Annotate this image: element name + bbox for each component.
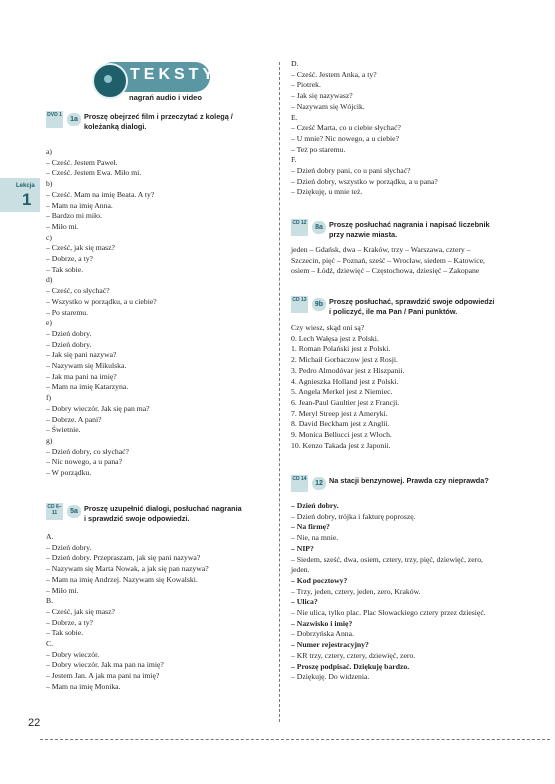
text-line: – Nazywam się Wójcik.: [291, 101, 365, 111]
text-line: osiem – Łódź, dziewięć – Częstochowa, dziesięć – Zakopane: [291, 266, 480, 276]
text-line: – Po staremu.: [46, 307, 89, 317]
instruction-line: i policzyć, ile ma Pan / Pani punktów.: [329, 307, 458, 316]
instruction-line: Na stacji benzynowej. Prawda czy nieprawda?: [329, 476, 489, 485]
text-line: – Dzień dobry, co słychać?: [46, 446, 129, 456]
exercise-number: 8a: [312, 221, 326, 234]
text-line: – Jak ma pani na imię?: [46, 371, 117, 381]
text-line: – Cześć. Jestem Paweł.: [46, 157, 118, 167]
cd-icon: CD 6–11: [46, 503, 63, 520]
exercise-1a-dialogues: [46, 147, 157, 479]
text-line: – Dobrze. A pani?: [46, 414, 102, 424]
exercise-instruction: [329, 476, 519, 486]
sidebar: [0, 0, 40, 784]
page-number: 22: [28, 717, 41, 729]
text-line: A.: [46, 532, 54, 541]
text-line: – U mnie? Nic nowego, a u ciebie?: [291, 133, 400, 143]
exercise-5a-header: [46, 503, 276, 527]
text-line: – Nic nowego, a u pana?: [46, 457, 122, 467]
text-line: E.: [291, 112, 298, 122]
text-line: B.: [46, 596, 54, 606]
text-line: – Trzy, jeden, cztery, jeden, zero, Kraków.: [291, 586, 421, 596]
text-line: – Proszę podpisać. Dziękuję bardzo.: [291, 661, 410, 671]
lesson-tab-number: 1: [22, 190, 32, 209]
text-line: – W porządku.: [46, 468, 92, 478]
text-line: – NIP?: [291, 543, 314, 553]
exercise-number: 1a: [67, 113, 81, 126]
text-line: – Cześć, jak się masz?: [46, 606, 115, 616]
text-line: Czy wiesz, skąd oni są?: [291, 323, 365, 332]
exercise-12-header: [291, 475, 531, 495]
exercise-8a-text: [291, 245, 485, 277]
text-line: 9. Monica Bellucci jest z Włoch.: [291, 430, 392, 440]
column-divider: [279, 62, 280, 722]
page-title: TEKSTY: [130, 66, 218, 83]
bottom-rule: [40, 739, 550, 740]
text-line: – Dzień dobry.: [291, 501, 339, 510]
exercise-instruction: [84, 112, 274, 132]
text-line: – Nie ulica, tylko plac. Plac Słowackiego cztery przez dziesięć.: [291, 608, 486, 618]
text-line: f): [46, 393, 52, 403]
text-line: – Dzień dobry pani, co u pani słychać?: [291, 166, 411, 176]
text-line: F.: [291, 155, 297, 165]
exercise-1a-header: [46, 111, 276, 135]
text-line: – Mam na imię Katarzyna.: [46, 382, 129, 392]
text-line: jeden – Gdańsk, dwa – Kraków, trzy – Warszawa, cztery –: [291, 245, 471, 254]
text-line: – Dziękuję, u mnie też.: [291, 187, 363, 197]
text-line: 6. Jean-Paul Gaultier jest z Francji.: [291, 397, 400, 407]
exercise-5a-dialogues-continued: [291, 59, 438, 198]
text-line: – Dobrzyńska Anna.: [291, 629, 354, 639]
text-line: – Też po staremu.: [291, 144, 346, 154]
text-line: – Dzień dobry. Przepraszam, jak się pani nazywa?: [46, 553, 201, 563]
cd-icon: CD 13: [291, 296, 308, 313]
text-line: – Piotrek.: [291, 80, 321, 90]
exercise-9b-list: [291, 323, 404, 451]
text-line: – Jak się nazywasz?: [291, 91, 353, 101]
text-line: – Dzień dobry.: [46, 328, 92, 338]
text-line: g): [46, 435, 53, 445]
text-line: – Nie, na mnie.: [291, 533, 339, 543]
text-line: – Kod pocztowy?: [291, 575, 348, 585]
instruction-line: Proszę posłuchać, sprawdzić swoje odpowiedzi: [329, 297, 495, 306]
lesson-tab-label: Lekcja: [16, 183, 35, 189]
text-line: – Miło mi.: [46, 585, 79, 595]
text-line: – Numer rejestracyjny?: [291, 640, 369, 650]
text-line: – Wszystko w porządku, a u ciebie?: [46, 296, 157, 306]
instruction-line: Proszę uzupełnić dialogi, posłuchać nagrania: [84, 504, 242, 513]
text-line: – Jestem Jan. A jak ma pani na imię?: [46, 671, 160, 681]
text-line: – Dobry wieczór.: [46, 649, 100, 659]
exercise-number: 9b: [312, 298, 326, 311]
text-line: – Na firmę?: [291, 522, 330, 532]
exercise-9b-header: [291, 296, 531, 320]
text-line: jeden.: [291, 565, 310, 575]
instruction-line: przy nazwie miasta.: [329, 230, 398, 239]
text-line: 4. Agnieszka Holland jest z Polski.: [291, 376, 399, 386]
text-line: C.: [46, 639, 54, 649]
text-line: – Bardzo mi miło.: [46, 211, 102, 221]
text-line: – Dobrze, a ty?: [46, 617, 93, 627]
instruction-line: Proszę posłuchać nagrania i napisać liczebnik: [329, 220, 490, 229]
text-line: – Nazywam się Mikulska.: [46, 361, 127, 371]
text-line: – Nazwisko i imię?: [291, 618, 353, 628]
text-line: e): [46, 318, 52, 328]
text-line: – Mam na imię Anna.: [46, 200, 113, 210]
text-line: – Dzień dobry.: [46, 542, 92, 552]
instruction-line: i sprawdzić swoje odpowiedzi.: [84, 514, 190, 523]
text-line: – Cześć, co słychać?: [46, 286, 110, 296]
exercise-12-dialogue: [291, 501, 486, 683]
text-line: – Dzień dobry, trójka i fakturę poproszę.: [291, 511, 416, 521]
disc-hole: [104, 75, 112, 83]
cd-icon: CD 12: [291, 219, 308, 236]
text-line: 0. Lech Wałęsa jest z Polski.: [291, 333, 379, 343]
text-line: – Świetnie.: [46, 425, 81, 435]
text-line: – Mam na imię Monika.: [46, 681, 121, 691]
text-line: – Tak sobie.: [46, 264, 84, 274]
text-line: – Dzień dobry.: [46, 339, 92, 349]
text-line: – Jak się pani nazywa?: [46, 350, 117, 360]
exercise-number: 12: [312, 477, 326, 490]
text-line: – Cześć, jak się masz?: [46, 243, 115, 253]
text-line: – Miło mi.: [46, 221, 79, 231]
text-line: a): [46, 147, 52, 156]
text-line: – KR trzy, cztery, cztery, dziewięć, zero.: [291, 650, 416, 660]
text-line: – Cześć. Mam na imię Beata. A ty?: [46, 189, 155, 199]
dvd-icon: DVD 1: [46, 111, 63, 128]
text-line: Szczecin, pięć – Poznań, sześć – Wrocław, siedem – Katowice,: [291, 255, 485, 265]
text-line: – Tak sobie.: [46, 628, 84, 638]
text-line: 8. David Beckham jest z Anglii.: [291, 419, 390, 429]
text-line: 5. Angela Merkel jest z Niemiec.: [291, 387, 393, 397]
text-line: – Dobry wieczór. Jak się pan ma?: [46, 403, 150, 413]
text-line: 1. Roman Polański jest z Polski.: [291, 344, 391, 354]
instruction-line: Proszę obejrzeć film i przeczytać z kolegą /: [84, 112, 233, 121]
text-line: – Dziękuję. Do widzenia.: [291, 672, 370, 682]
text-line: d): [46, 275, 53, 285]
text-line: c): [46, 232, 52, 242]
text-line: – Siedem, sześć, dwa, osiem, cztery, trzy, pięć, dziewięć, zero,: [291, 554, 483, 564]
text-line: – Dzień dobry, wszystko w porządku, a u pana?: [291, 176, 438, 186]
text-line: – Cześć. Jestem Ewa. Miło mi.: [46, 168, 142, 178]
text-line: – Dobry wieczór. Jak ma pan na imię?: [46, 660, 164, 670]
text-line: – Dobrze, a ty?: [46, 254, 93, 264]
exercise-instruction: [329, 220, 519, 240]
exercise-number: 5a: [67, 505, 81, 518]
text-line: – Ulica?: [291, 597, 318, 607]
exercise-5a-dialogues: [46, 532, 209, 693]
text-line: D.: [291, 59, 299, 68]
text-line: – Cześć. Jestem Anka, a ty?: [291, 69, 377, 79]
text-line: b): [46, 179, 53, 189]
text-line: 7. Meryl Streep jest z Ameryki.: [291, 408, 388, 418]
page-subtitle: nagrań audio i video: [129, 93, 202, 102]
instruction-line: koleżanką dialogi.: [84, 122, 147, 131]
cd-icon: CD 14: [291, 475, 308, 492]
exercise-instruction: [84, 504, 274, 524]
exercise-8a-header: [291, 219, 531, 243]
text-line: 2. Michaił Gorbaczow jest z Rosji.: [291, 355, 398, 365]
text-line: – Nazywam się Marta Nowak, a jak się pan nazywa?: [46, 564, 209, 574]
exercise-instruction: [329, 297, 519, 317]
text-line: – Mam na imię Andrzej. Nazywam się Kowalski.: [46, 574, 198, 584]
text-line: 3. Pedro Almodóvar jest z Hiszpanii.: [291, 365, 405, 375]
text-line: – Cześć Marta, co u ciebie słychać?: [291, 123, 401, 133]
text-line: 10. Kenzo Takada jest z Japonii.: [291, 440, 391, 450]
